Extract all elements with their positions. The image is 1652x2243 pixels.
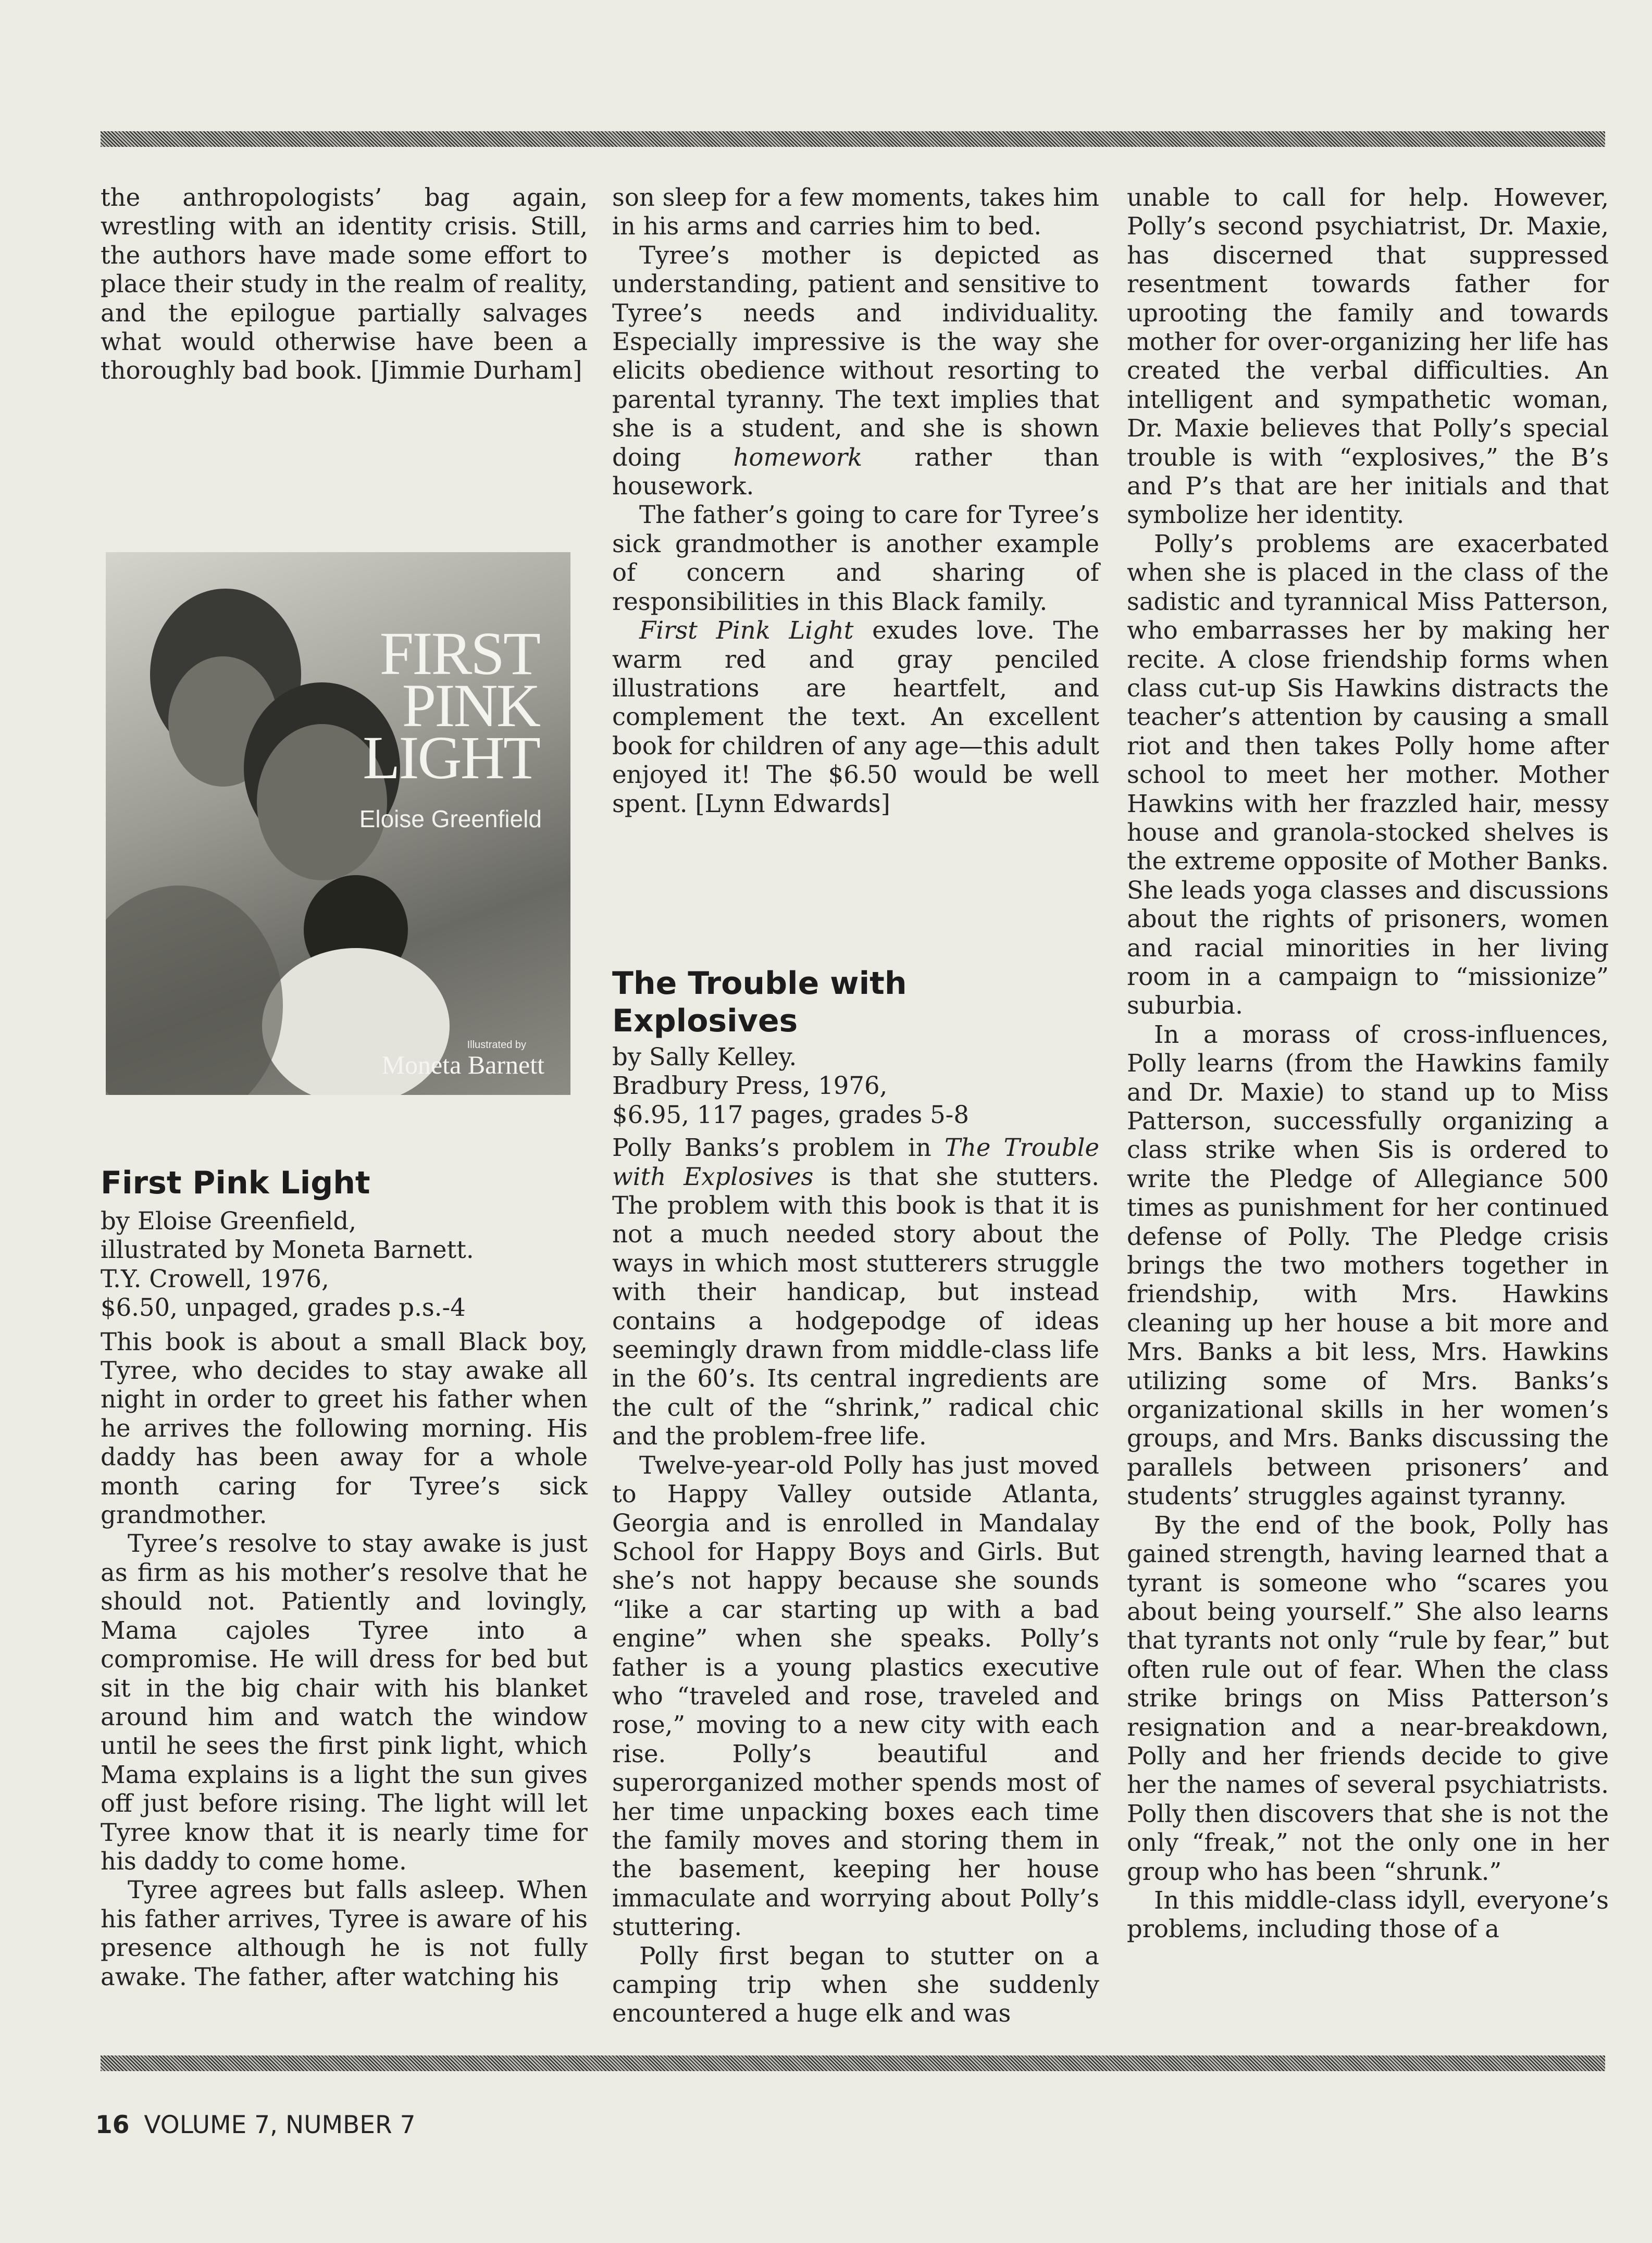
review-paragraph: unable to call for help. However, Polly’s second psychiatrist, Dr. Maxie, has discerned that suppressed resentment towards father for uprooting the family and towards mother for over-organizing her life has created the verbal difficulties. An intelligent and sympathetic woman, Dr. Maxie believes that Polly’s special trouble is with “explosives,” the B’s and P’s that are her initials and that symbolize her identity. bbox=[1127, 183, 1609, 529]
review-paragraph: Polly first began to stutter on a camping trip when she suddenly encountered a huge elk and was bbox=[612, 1941, 1099, 2028]
page-number: 16 bbox=[95, 2111, 130, 2139]
review-heading: The Trouble with Explosives bbox=[612, 965, 907, 1039]
column-1 bbox=[101, 183, 588, 385]
review-paragraph: The father’s going to care for Tyree’s sick grandmother is another example of concern and sharing of responsibilities in this Black family. bbox=[612, 501, 1099, 616]
cover-illustrated-by: Illustrated by bbox=[467, 1039, 526, 1051]
cover-title: FIRST PINK LIGHT bbox=[363, 619, 539, 792]
book-details: by Eloise Greenfield, illustrated by Moneta Barnett. T.Y. Crowell, 1976, $6.50, unpaged, grades p.s.-4 bbox=[101, 1207, 474, 1322]
review-paragraph: By the end of the book, Polly has gained strength, having learned that a tyrant is someone who “scares you about being yourself.” She also learns that tyrants not only “rule by fear,” but often rule out of fear. When the class strike brings on Miss Patterson’s resignation and a near-breakdown, Polly and her friends decide to give her the names of several psychiatrists. Polly then discovers that she is not the only “freak,” not the only one in her group who has been “shrunk.” bbox=[1127, 1511, 1609, 1886]
review-first-pink-light bbox=[101, 1164, 588, 1991]
column-3 bbox=[1127, 183, 1609, 1944]
review-paragraph: Polly’s problems are exacerbated when she is placed in the class of the sadistic and tyrannical Miss Patterson, who embarrasses her by making her recite. A close friendship forms when class cut-up Sis Hawkins distracts the teacher’s attention by causing a small riot and then takes Polly home after school to meet her mother. Mother Hawkins with her frazzled hair, messy house and granola-stocked shelves is the extreme opposite of Mother Banks. She leads yoga classes and discussions about the rights of prisoners, women and racial minorities in her living room in a campaign to “missionize” suburbia. bbox=[1127, 529, 1609, 1020]
review-ending-text: the anthropologists’ bag again, wrestling with an identity crisis. Still, the authors have made some effort to place their study in the realm of reality, and the epilogue partially salvages what would otherwise have been a thoroughly bad book. [Jimmie Durham] bbox=[101, 183, 588, 385]
review-paragraph: Tyree’s mother is depicted as understanding, patient and sensitive to Tyree’s needs and individuality. Especially impressive is the way she elicits obedience without resorting to parental tyranny. The text implies that she is a student, and she is shown doing homework rather than housework. bbox=[612, 241, 1099, 501]
cover-author: Eloise Greenfield bbox=[359, 805, 542, 832]
bottom-rule bbox=[101, 2055, 1605, 2071]
review-paragraph: In this middle-class idyll, everyone’s problems, including those of a bbox=[1127, 1886, 1609, 1943]
issue-label: VOLUME 7, NUMBER 7 bbox=[144, 2111, 416, 2139]
review-paragraph: In a morass of cross-influences, Polly learns (from the Hawkins family and Dr. Maxie) to stand up to Miss Patterson, successfully organizing a class strike when Sis is ordered to write the Pledge of Allegiance 500 times as punishment for her continued defense of Polly. The Pledge crisis brings the two mothers together in friendship, with Mrs. Hawkins cleaning up her house a bit more and Mrs. Banks a bit less, Mrs. Hawkins utilizing some of Mrs. Banks’s organizational skills in her women’s groups, and Mrs. Banks discussing the parallels between prisoners’ and students’ struggles against tyranny. bbox=[1127, 1020, 1609, 1511]
review-paragraph: son sleep for a few moments, takes him in his arms and carries him to bed. bbox=[612, 183, 1099, 241]
cover-illustrator: Moneta Barnett bbox=[381, 1050, 544, 1079]
page-footer bbox=[95, 2111, 416, 2139]
review-paragraph: Polly Banks’s problem in The Trouble with Explosives is that she stutters. The problem with this book is that it is not a much needed story about the ways in which most stutterers struggle with their handicap, but instead contains a hodgepodge of ideas seemingly drawn from middle-class life in the 60’s. Its central ingredients are the cult of the “shrink,” radical chic and the problem-free life. bbox=[612, 1133, 1099, 1451]
column-2 bbox=[612, 183, 1099, 818]
review-heading: First Pink Light bbox=[101, 1165, 370, 1201]
review-paragraph: This book is about a small Black boy, Tyree, who decides to stay awake all night in order to greet his father when he arrives the following morning. His daddy has been away for a whole month caring for Tyree’s sick grandmother. bbox=[101, 1327, 588, 1529]
review-trouble-with-explosives bbox=[612, 965, 1099, 2028]
book-cover-image bbox=[106, 552, 570, 1095]
review-paragraph: Tyree agrees but falls asleep. When his father arrives, Tyree is aware of his presence although he is not fully awake. The father, after watching his bbox=[101, 1876, 588, 1991]
cover-shadow bbox=[106, 886, 283, 1095]
review-paragraph: Tyree’s resolve to stay awake is just as firm as his mother’s resolve that he should not. Patiently and lovingly, Mama cajoles Tyree into a compromise. He will dress for bed but sit in the big chair with his blanket around him and watch the window until he sees the first pink light, which Mama explains is a light the sun gives off just before rising. The light will let Tyree know that it is nearly time for his daddy to come home. bbox=[101, 1529, 588, 1875]
review-paragraph: First Pink Light exudes love. The warm red and gray penciled illustrations are heartfelt, and complement the text. An excellent book for children of any age—this adult enjoyed it! The $6.50 would be well spent. [Lynn Edwards] bbox=[612, 616, 1099, 818]
top-rule bbox=[101, 131, 1605, 147]
book-details: by Sally Kelley. Bradbury Press, 1976, $6.95, 117 pages, grades 5-8 bbox=[612, 1043, 969, 1129]
review-paragraph: Twelve-year-old Polly has just moved to Happy Valley outside Atlanta, Georgia and is enrolled in Mandalay School for Happy Boys and Girls. But she’s not happy because she sounds “like a car starting up with a bad engine” when she speaks. Polly’s father is a young plastics executive who “traveled and rose, traveled and rose,” moving to a new city with each rise. Polly’s beautiful and superorganized mother spends most of her time unpacking boxes each time the family moves and storing them in the basement, keeping her house immaculate and worrying about Polly’s stuttering. bbox=[612, 1451, 1099, 1941]
